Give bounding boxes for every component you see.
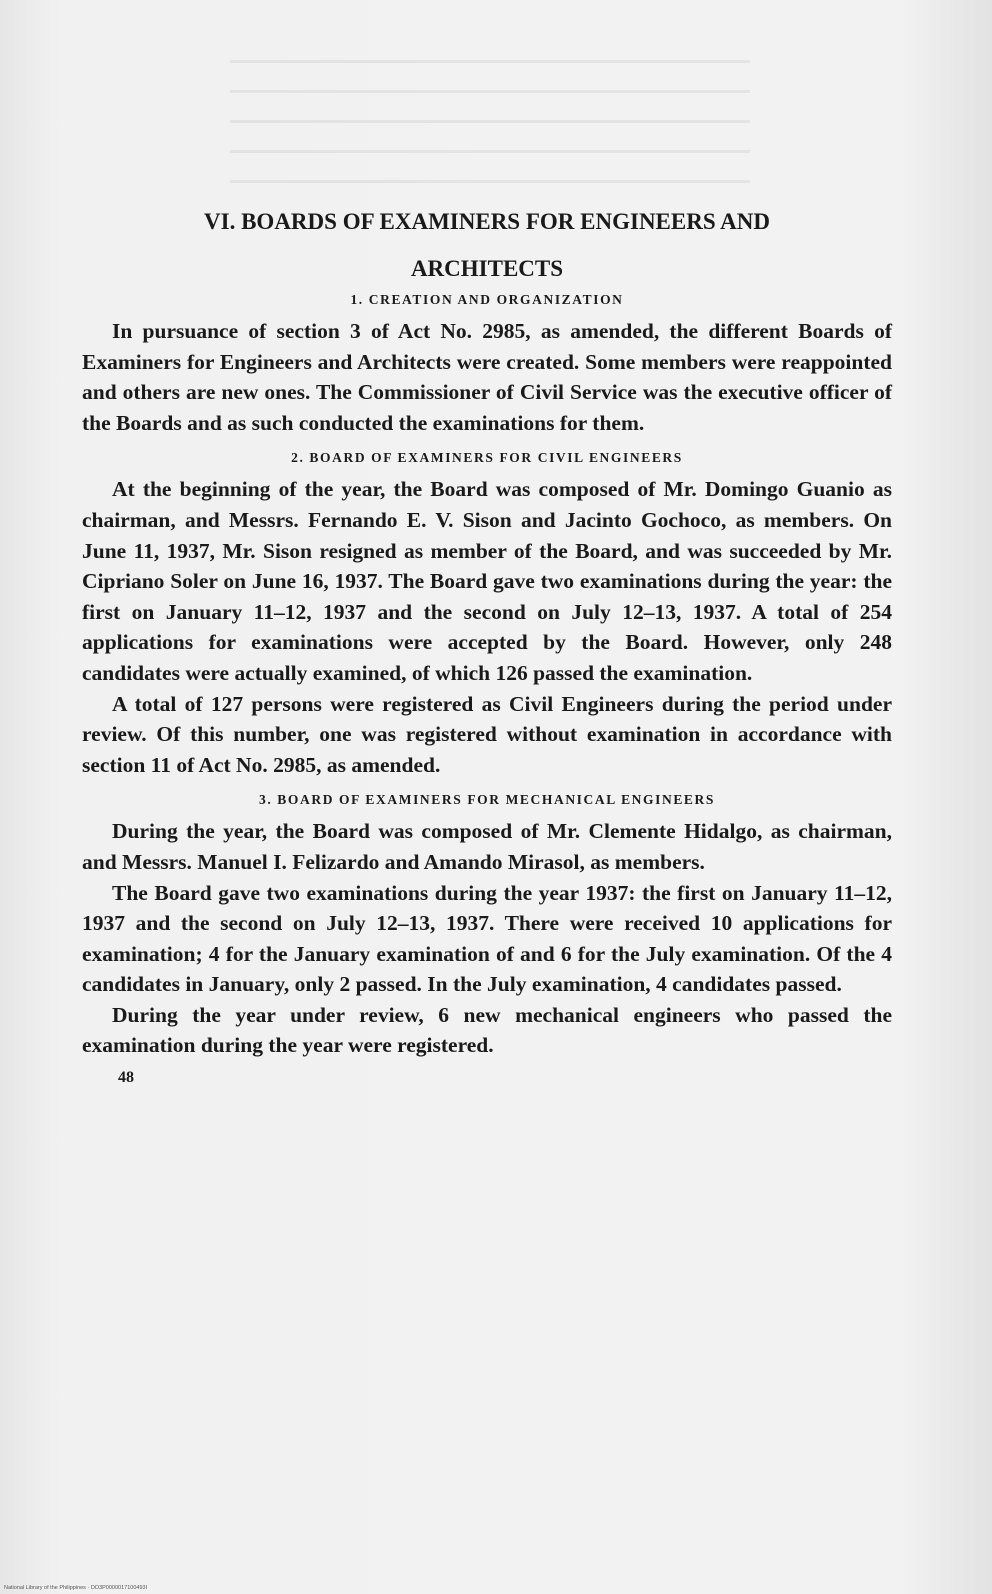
scan-footer: National Library of the Philippines · DO3P0000017100493I [4, 1585, 148, 1591]
bleed-through-texture [230, 60, 750, 210]
section-3-paragraph-1: During the year, the Board was composed of Mr. Clemente Hidalgo, as chairman, and Messrs. Manuel I. Felizardo and Amando Mirasol, as members. [82, 819, 892, 874]
chapter-title-line-1: VI. BOARDS OF EXAMINERS FOR ENGINEERS AND [204, 209, 770, 234]
section-3-paragraph-2: The Board gave two examinations during the year 1937: the first on January 11–12, 1937 and the second on July 12–13, 1937. There were received 10 applications for examination; 4 for the January examination of and 6 for the July examination. Of the 4 candidates in January, only 2 passed. In the July examination, 4 candidates passed. [82, 880, 892, 997]
page-content [82, 198, 892, 1087]
section-2-heading: 2. BOARD OF EXAMINERS FOR CIVIL ENGINEERS [291, 450, 683, 466]
section-2-paragraph-2: A total of 127 persons were registered as Civil Engineers during the period under review. Of this number, one was registered without examination in accordance with section 11 of Act No. 2985, as amended. [82, 691, 892, 777]
section-3-paragraph-3: During the year under review, 6 new mechanical engineers who passed the examination during the year were registered. [82, 1002, 892, 1058]
section-3-heading: 3. BOARD OF EXAMINERS FOR MECHANICAL ENGINEERS [258, 792, 715, 808]
chapter-title [82, 198, 892, 292]
section-1-paragraph-1: In pursuance of section 3 of Act No. 2985, as amended, the different Boards of Examiners for Engineers and Architects were created. Some members were reappointed and others are new ones. The Commissioner of Civil Service was the executive officer of the Boards and as such conducted the examinations for them. [82, 319, 892, 435]
chapter-title-line-2: ARCHITECTS [410, 256, 564, 281]
section-2-paragraph-1: At the beginning of the year, the Board was composed of Mr. Domingo Guanio as chairman, and Messrs. Fernando E. V. Sison and Jacinto Gochoco, as members. On June 11, 1937, Mr. Sison resigned as member of the Board, and was succeeded by Mr. Cipriano Soler on June 16, 1937. The Board gave two examinations during the year: the first on January 11–12, 1937 and the second on July 12–13, 1937. A total of 254 applications for examinations were accepted by the Board. However, only 248 candidates were actually examined, of which 126 passed the examination. [82, 477, 892, 685]
page-number: 48 [118, 1069, 134, 1087]
section-1-heading: 1. CREATION AND ORGANIZATION [350, 292, 624, 307]
